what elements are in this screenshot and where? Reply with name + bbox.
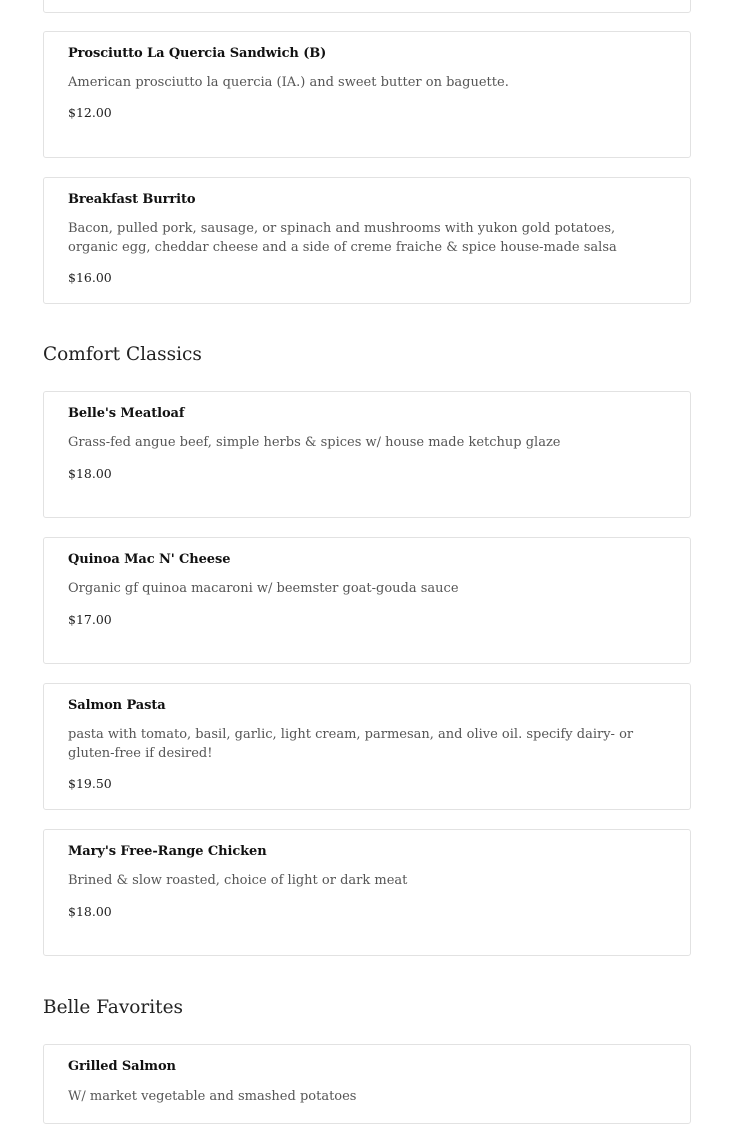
menu-item-card[interactable] <box>43 31 691 158</box>
menu-item-price: $18.00 <box>68 466 112 481</box>
menu-item-card[interactable] <box>43 177 691 304</box>
menu-item-price: $18.00 <box>68 904 112 919</box>
menu-item-description: Bacon, pulled pork, sausage, or spinach and mushrooms with yukon gold potatoes, organic egg, cheddar cheese and a side of creme fraiche & spice house-made salsa <box>68 221 617 255</box>
section-title-comfort-classics: Comfort Classics <box>43 344 202 365</box>
menu-item-description: Brined & slow roasted, choice of light or dark meat <box>68 873 408 888</box>
menu-item-card[interactable] <box>43 683 691 810</box>
menu-item-description: Organic gf quinoa macaroni w/ beemster goat-gouda sauce <box>68 581 459 596</box>
menu-item-description: American prosciutto la quercia (IA.) and sweet butter on baguette. <box>68 75 509 90</box>
menu-item-price: $16.00 <box>68 270 112 285</box>
menu-item-name: Belle's Meatloaf <box>68 406 185 421</box>
menu-item-card[interactable] <box>43 829 691 956</box>
menu-item-name: Prosciutto La Quercia Sandwich (B) <box>68 46 327 61</box>
menu-item-description: W/ market vegetable and smashed potatoes <box>68 1089 357 1104</box>
menu-item-description: Grass-fed angue beef, simple herbs & spices w/ house made ketchup glaze <box>68 435 561 450</box>
menu-item-name: Quinoa Mac N' Cheese <box>68 552 231 567</box>
menu-item-name: Breakfast Burrito <box>68 192 196 207</box>
menu-item-price: $19.50 <box>68 776 112 791</box>
menu-item-name: Grilled Salmon <box>68 1059 176 1074</box>
menu-item-price: $12.00 <box>68 105 112 120</box>
menu-item-name: Salmon Pasta <box>68 698 166 713</box>
menu-item-card[interactable] <box>43 537 691 664</box>
menu-item-card[interactable] <box>43 391 691 518</box>
section-title-belle-favorites: Belle Favorites <box>43 997 184 1018</box>
menu-item-price: $17.00 <box>68 612 112 627</box>
menu-item-name: Mary's Free-Range Chicken <box>68 844 267 859</box>
menu-item-card[interactable] <box>43 0 691 13</box>
menu-item-card[interactable] <box>43 1044 691 1124</box>
menu-item-description: pasta with tomato, basil, garlic, light cream, parmesan, and olive oil. specify dairy- or gluten-free if desired! <box>68 727 634 761</box>
